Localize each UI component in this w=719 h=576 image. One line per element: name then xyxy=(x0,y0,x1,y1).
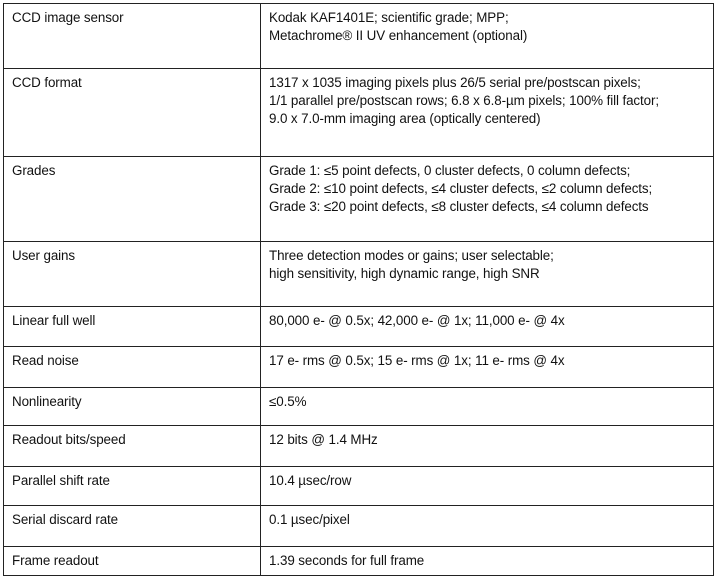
spec-value-line: 12 bits @ 1.4 MHz xyxy=(269,432,378,447)
spec-row-readout-bits-speed xyxy=(4,426,714,467)
spec-value xyxy=(261,467,714,506)
spec-value xyxy=(261,242,714,307)
spec-value-line: Grade 3: ≤20 point defects, ≤8 cluster defects, ≤4 column defects xyxy=(269,199,649,214)
spec-label: Read noise xyxy=(4,347,261,388)
spec-value xyxy=(261,547,714,576)
spec-value-line: Three detection modes or gains; user selectable; xyxy=(269,248,554,263)
spec-value xyxy=(261,4,714,69)
spec-label: Nonlinearity xyxy=(4,388,261,426)
spec-value-line: 17 e- rms @ 0.5x; 15 e- rms @ 1x; 11 e- rms @ 4x xyxy=(269,353,565,368)
spec-value-line: Grade 1: ≤5 point defects, 0 cluster defects, 0 column defects; xyxy=(269,163,631,178)
spec-value-line: 10.4 µsec/row xyxy=(269,473,352,488)
spec-value-line: 0.1 µsec/pixel xyxy=(269,512,350,527)
spec-value xyxy=(261,347,714,388)
spec-value-line: 9.0 x 7.0-mm imaging area (optically centered) xyxy=(269,111,541,126)
spec-value-line: high sensitivity, high dynamic range, high SNR xyxy=(269,266,540,281)
spec-value-line: 1.39 seconds for full frame xyxy=(269,553,425,568)
spec-row-frame-readout xyxy=(4,547,714,576)
spec-value xyxy=(261,307,714,347)
spec-value xyxy=(261,69,714,157)
spec-value xyxy=(261,157,714,242)
spec-value-line: 1/1 parallel pre/postscan rows; 6.8 x 6.8-µm pixels; 100% fill factor; xyxy=(269,93,659,108)
spec-row-grades xyxy=(4,157,714,242)
spec-label: Serial discard rate xyxy=(4,506,261,547)
spec-value-line: 80,000 e- @ 0.5x; 42,000 e- @ 1x; 11,000 e- @ 4x xyxy=(269,313,565,328)
spec-label: Parallel shift rate xyxy=(4,467,261,506)
spec-row-nonlinearity xyxy=(4,388,714,426)
spec-row-parallel-shift-rate xyxy=(4,467,714,506)
spec-value xyxy=(261,506,714,547)
spec-value-line: Kodak KAF1401E; scientific grade; MPP; xyxy=(269,10,509,25)
spec-value-line: 1317 x 1035 imaging pixels plus 26/5 serial pre/postscan pixels; xyxy=(269,75,641,90)
spec-value-line: Metachrome® II UV enhancement (optional) xyxy=(269,28,528,43)
spec-row-linear-full-well xyxy=(4,307,714,347)
spec-label: CCD format xyxy=(4,69,261,157)
spec-label: Grades xyxy=(4,157,261,242)
spec-row-serial-discard-rate xyxy=(4,506,714,547)
spec-value-line: Grade 2: ≤10 point defects, ≤4 cluster defects, ≤2 column defects; xyxy=(269,181,653,196)
spec-label: User gains xyxy=(4,242,261,307)
spec-row-read-noise xyxy=(4,347,714,388)
spec-label: Linear full well xyxy=(4,307,261,347)
spec-row-user-gains xyxy=(4,242,714,307)
spec-value-line: ≤0.5% xyxy=(269,394,307,409)
spec-label: CCD image sensor xyxy=(4,4,261,69)
spec-label: Readout bits/speed xyxy=(4,426,261,467)
spec-row-ccd-image-sensor xyxy=(4,4,714,69)
spec-value xyxy=(261,388,714,426)
spec-row-ccd-format xyxy=(4,69,714,157)
spec-label: Frame readout xyxy=(4,547,261,576)
spec-value xyxy=(261,426,714,467)
specifications-table xyxy=(3,3,714,576)
